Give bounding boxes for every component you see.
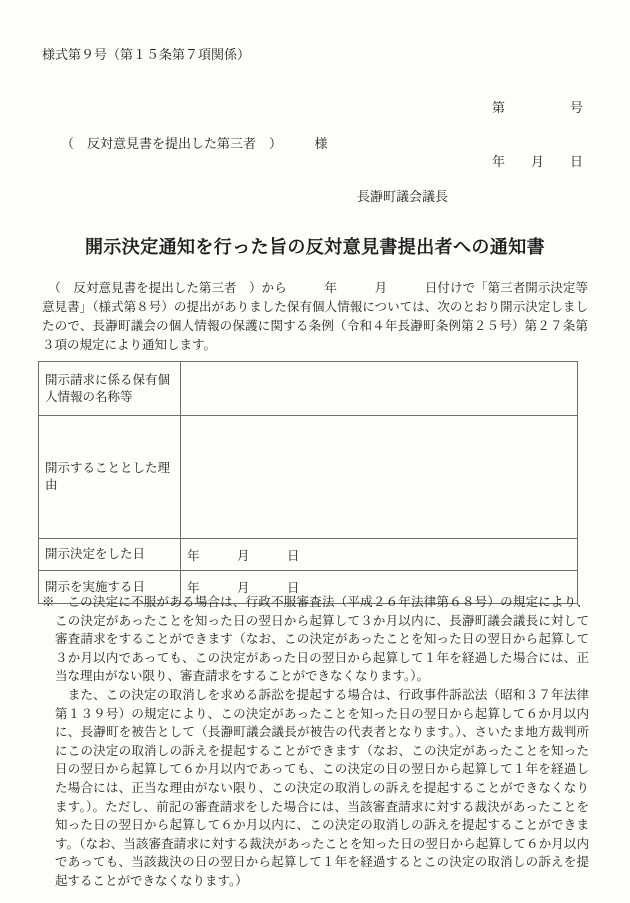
row-value-implementation-date: 年 月 日 — [181, 571, 578, 604]
row-label-disclosure-reason: 開示することとした理由 — [39, 416, 181, 539]
table-row — [39, 539, 578, 571]
row-label-implementation-date: 開示を実施する日 — [39, 571, 181, 604]
doc-number-line: 第 号 — [491, 100, 583, 115]
row-label-held-info-name: 開示請求に係る保有個人情報の名称等 — [39, 362, 181, 416]
document-title: 開示決定通知を行った旨の反対意見書提出者への通知書 — [85, 237, 545, 257]
row-value-held-info-name — [181, 362, 578, 416]
row-value-disclosure-reason — [181, 416, 578, 539]
doc-date-line: 年 月 日 — [491, 154, 583, 169]
note-lawsuit-paragraph: また、この決定の取消しを求める訴訟を提起する場合は、行政事件訴訟法（昭和３７年法律第１３９号）の規定により、この決定があったことを知った日の翌日から起算して６か月以内に、長瀞町を被告として（長瀞町議会議長が被告の代表者となります。）、さいたま地方裁判所にこの決定の取消しの訴えを提起することができます（なお、この決定があったことを知った日の翌日から起算して６か月以内であっても、この決定の日の翌日から起算して１年を経過した場合には、正当な理由がない限り、この決定の取消しの訴えを提起することができなくなります。）。ただし、前記の審査請求をした場合には、当該審査請求に対する裁決があったことを知った日の翌日から起算して６か月以内に、この決定の取消しの訴えを提起することができます。（なお、当該審査請求に対する裁決があったことを知った日の翌日から起算して６か月以内であっても、当該裁決の日の翌日から起算して１年を経過するとこの決定の取消しの訴えを提起することができなくなります。） — [55, 687, 589, 888]
form-number-label: 様式第９号（第１５条第７項関係） — [42, 47, 251, 62]
decision-table — [38, 361, 578, 604]
body-paragraph: （ 反対意見書を提出した第三者 ）から 年 月 日付けで「第三者開示決定等意見書」（様式第８号）の提出がありました保有個人情報については、次のとおり開示決定しましたので、長瀞町議会の個人情報の保護に関する条例（令和４年長瀞町条例第２５号）第２７条第３項の規定により通知します。 — [42, 281, 588, 352]
addressee-line: （ 反対意見書を提出した第三者 ） 様 — [61, 136, 328, 151]
table-row — [39, 362, 578, 416]
notes-block — [42, 593, 589, 891]
row-label-decision-date: 開示決定をした日 — [39, 539, 181, 571]
table-row — [39, 416, 578, 539]
sender-title: 長瀞町議会議長 — [357, 189, 449, 204]
doc-number-block — [492, 63, 583, 207]
row-value-decision-date: 年 月 日 — [181, 539, 578, 571]
note-appeal-paragraph: ※ この決定に不服がある場合は、行政不服審査法（平成２６年法律第６８号）の規定により、この決定があったことを知った日の翌日から起算して３か月以内に、長瀞町議会議長に対して審査請求をすることができます（なお、この決定があったことを知った日の翌日から起算して３か月以内であっても、この決定があった日の翌日から起算して１年を経過した場合には、正当な理由がない限り、審査請求をすることができなくなります。）。 — [42, 595, 589, 684]
